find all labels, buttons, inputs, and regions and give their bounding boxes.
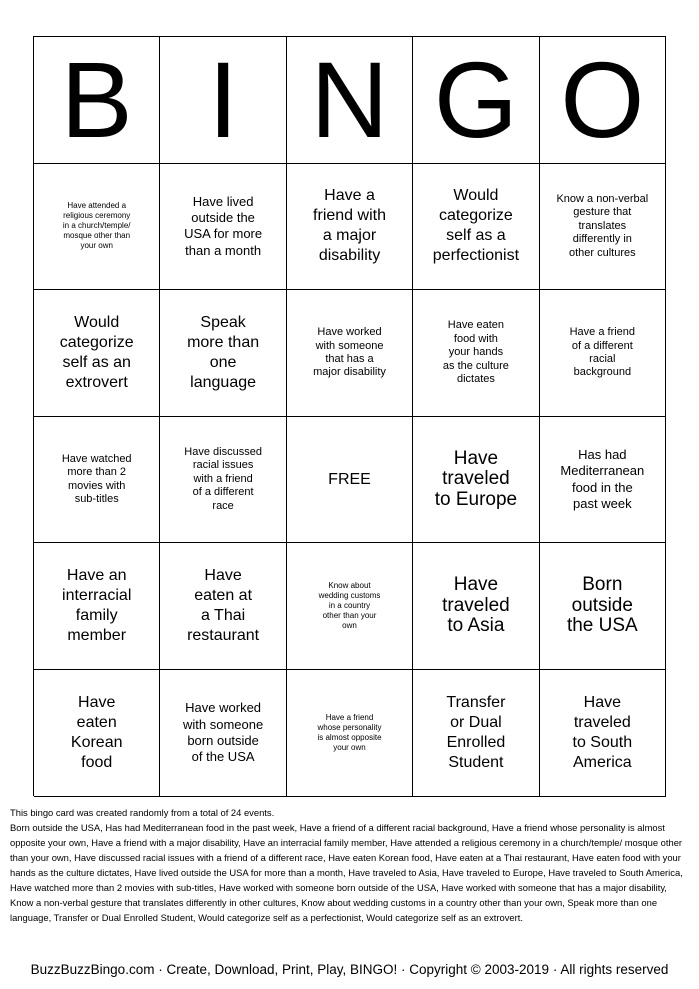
bingo-square[interactable] [413, 164, 539, 291]
copyright-footer: BuzzBuzzBingo.com · Create, Download, Print, Play, BINGO! · Copyright © 2003-2019 · All rights reserved [30, 962, 669, 977]
bingo-square[interactable] [160, 290, 286, 417]
bingo-row [34, 290, 666, 417]
bingo-square[interactable] [160, 164, 286, 291]
square-label: Have traveled to Europe [434, 447, 518, 510]
card-summary: This bingo card was created randomly from a total of 24 events. [10, 807, 275, 818]
bingo-row [34, 164, 666, 291]
square-label: Born outside the USA [566, 574, 638, 637]
bingo-square[interactable] [413, 290, 539, 417]
square-label: Have watched more than 2 movies with sub-titles [61, 452, 132, 505]
bingo-square[interactable] [540, 290, 666, 417]
header-row [34, 37, 666, 164]
header-letter-i: I [160, 37, 286, 164]
bingo-row [34, 543, 666, 670]
square-label: Have an interracial family member [62, 567, 132, 645]
square-label: Have lived outside the USA for more than a month [184, 193, 263, 258]
bingo-square[interactable] [413, 417, 539, 544]
square-label: Transfer or Dual Enrolled Student [446, 693, 506, 771]
square-label: Have traveled to Asia [442, 574, 510, 637]
event-list: Born outside the USA, Has had Mediterranean food in the past week, Have a friend of a different racial background, Have a friend whose personality is almost opposite your own, Have a friend with a major disability, Have an interracial family member, Have attended a religious ceremony in a church/temple/ mosque other than your own, Have discussed racial issues with a friend of a different race, Have eaten Korean food, Have eaten at a Thai restaurant, Have eaten food with your hands as the culture dictates, Have lived outside the USA for more than a month, Have traveled to Asia, Have traveled to Europe, Have traveled to South America, Have watched more than 2 movies with sub-titles, Have worked with someone born outside of the USA, Have worked with someone that has a major disability, Know a non-verbal gesture that translates differently in other cultures, Know about wedding customs in a country other than your own, Speak more than one language, Transfer or Dual Enrolled Student, Would categorize self as a perfectionist, Would categorize self as an extrovert. [10, 822, 683, 923]
square-label: Would categorize self as an extrovert [59, 313, 134, 391]
bingo-square[interactable] [34, 164, 160, 291]
square-label: FREE [328, 470, 371, 488]
bingo-board [33, 36, 666, 796]
square-label: Have attended a religious ceremony in a church/temple/ mosque other than your own [62, 201, 131, 251]
square-label: Have a friend with a major disability [313, 187, 386, 265]
bingo-square[interactable] [160, 670, 286, 797]
bingo-square[interactable] [540, 670, 666, 797]
header-letter-o: O [540, 37, 666, 164]
square-label: Has had Mediterranean food in the past week [560, 447, 645, 511]
square-label: Have worked with someone that has a major disability [313, 326, 386, 379]
square-label: Would categorize self as a perfectionist [432, 187, 520, 265]
square-label: Have a friend of a different racial background [569, 326, 636, 379]
square-label: Have worked with someone born outside of the USA [183, 700, 264, 765]
bingo-square[interactable] [160, 543, 286, 670]
bingo-square[interactable] [413, 543, 539, 670]
header-letter-b: B [34, 37, 160, 164]
bingo-square[interactable] [34, 290, 160, 417]
header-letter-g: G [413, 37, 539, 164]
bingo-row [34, 417, 666, 544]
square-label: Know a non-verbal gesture that translates differently in other cultures [556, 192, 649, 259]
bingo-row [34, 670, 666, 797]
free-space[interactable] [287, 417, 413, 544]
bingo-square[interactable] [540, 417, 666, 544]
bingo-grid [34, 164, 666, 797]
square-label: Speak more than one language [187, 313, 260, 391]
bingo-square[interactable] [287, 670, 413, 797]
bingo-square[interactable] [287, 290, 413, 417]
header-letter-n: N [287, 37, 413, 164]
bingo-square[interactable] [34, 670, 160, 797]
bingo-square[interactable] [287, 543, 413, 670]
square-label: Know about wedding customs in a country other than your own [318, 581, 381, 631]
square-label: Have eaten Korean food [70, 693, 123, 771]
bingo-square[interactable] [160, 417, 286, 544]
bingo-square[interactable] [540, 164, 666, 291]
square-label: Have a friend whose personality is almost opposite your own [317, 712, 382, 752]
bingo-square[interactable] [34, 543, 160, 670]
bingo-square[interactable] [540, 543, 666, 670]
bingo-square[interactable] [287, 164, 413, 291]
square-label: Have discussed racial issues with a friend of a different race [184, 446, 262, 512]
square-label: Have traveled to South America [572, 693, 633, 771]
bingo-square[interactable] [413, 670, 539, 797]
square-label: Have eaten at a Thai restaurant [187, 567, 260, 645]
square-label: Have eaten food with your hands as the culture dictates [442, 319, 509, 386]
card-info [10, 805, 690, 925]
bingo-square[interactable] [34, 417, 160, 544]
